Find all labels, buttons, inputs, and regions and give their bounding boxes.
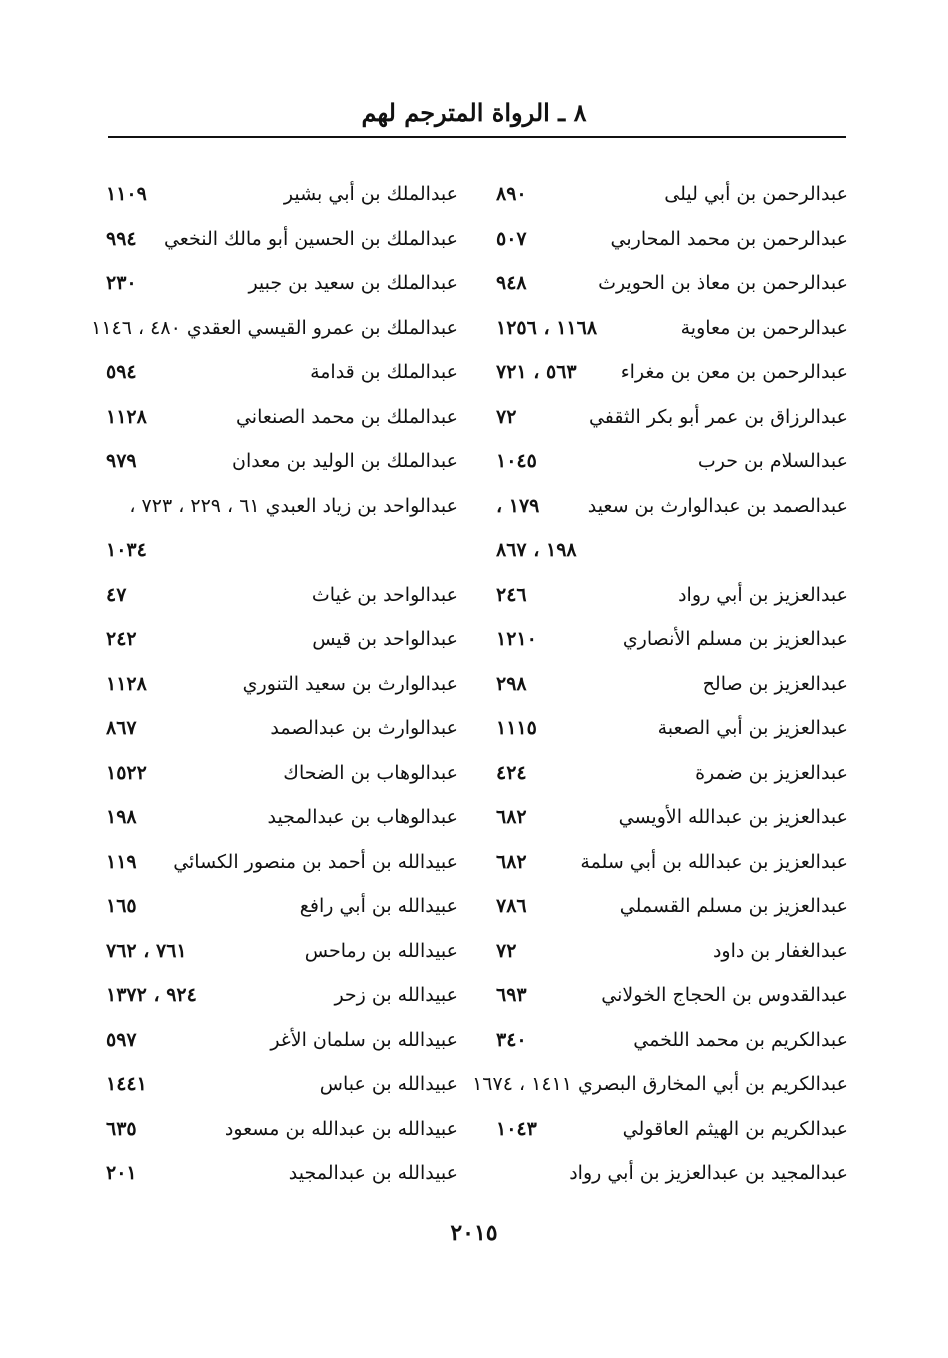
index-entry [496, 528, 848, 573]
narrator-name: عبدالملك بن سعيد بن جبير [248, 272, 458, 294]
index-entry [496, 884, 848, 929]
page-refs: ٧٢ [496, 405, 517, 428]
page-refs: ١١٢٨ [106, 672, 147, 695]
page-refs: ٩٢٤ ، ١٣٧٢ [106, 984, 197, 1006]
index-entry [496, 172, 848, 217]
page-refs: ١١٦٨ ، ١٢٥٦ [496, 316, 598, 339]
index-entry [106, 350, 458, 395]
narrator-name: عبدالمجيد بن عبدالعزيز بن أبي رواد [569, 1162, 848, 1184]
page-refs: ١٠٤٥ [496, 450, 537, 472]
page-refs: ٤٧ [106, 583, 127, 606]
index-entry [496, 973, 848, 1018]
narrator-name: عبدالعزيز بن ضمرة [695, 761, 848, 784]
index-entry [496, 662, 848, 707]
index-entry [91, 306, 458, 351]
index-entry [496, 439, 848, 484]
page-refs: ١٩٨ [106, 806, 137, 828]
narrator-name: عبدالرحمن بن معن بن مغراء [620, 361, 848, 383]
page-refs: ٩٤٨ [496, 272, 527, 294]
page-refs: ١٧٩ ، [496, 494, 540, 517]
index-entry [106, 751, 458, 796]
page-refs: ٢٠١ [106, 1162, 137, 1184]
narrator-name: عبدالعزيز بن عبدالله بن أبي سلمة [580, 850, 848, 873]
narrator-name: عبدالعزيز بن صالح [702, 672, 848, 695]
narrator-name: عبيدالله بن رماحس [304, 939, 458, 962]
page-refs: ١٠٤٣ [496, 1117, 537, 1140]
index-entry [106, 840, 458, 885]
index-entry [106, 1107, 458, 1152]
index-entry [472, 1062, 848, 1107]
narrator-name: عبيدالله بن أحمد بن منصور الكسائي [173, 850, 458, 873]
index-entry [496, 350, 848, 395]
page-refs: ١٤٤١ [106, 1073, 147, 1095]
narrator-name: عبدالملك بن محمد الصنعاني [235, 405, 458, 428]
page-refs: ٧٦١ ، ٧٦٢ [106, 939, 187, 962]
page-refs: ١١١٥ [496, 717, 537, 739]
index-entry [106, 573, 458, 618]
narrator-name: عبدالرحمن بن محمد المحاربي [610, 227, 848, 250]
page-refs: ٥٠٧ [496, 227, 527, 250]
narrator-name: عبدالكريم بن أبي المخارق البصري ١٤١١ ، ١٦٧٤ [472, 1073, 848, 1095]
index-entry [106, 439, 458, 484]
narrator-name: عبدالعزيز بن عبدالله الأويسي [618, 806, 848, 828]
index-entry [496, 395, 848, 440]
index-entry [496, 706, 848, 751]
narrator-name: عبدالوهاب بن عبدالمجيد [267, 806, 458, 828]
narrator-name: عبدالواحد بن زياد العبدي ٦١ ، ٢٢٩ ، ٧٢٣ ، [129, 494, 458, 517]
page-refs: ٦٨٢ [496, 806, 527, 828]
narrator-name: عبيدالله بن عبدالله بن مسعود [224, 1117, 458, 1140]
narrator-name: عبدالرحمن بن معاوية [680, 316, 848, 339]
narrator-name: عبدالملك بن الوليد بن معدان [232, 450, 458, 472]
page-refs: ٨٦٧ [106, 717, 137, 739]
narrator-name: عبدالكريم بن محمد اللخمي [633, 1028, 848, 1051]
narrator-name: عبدالملك بن قدامة [310, 361, 458, 383]
narrator-name: عبدالعزيز بن أبي الصعبة [657, 717, 848, 739]
page-refs: ١١٩ [106, 850, 137, 873]
narrator-name: عبدالقدوس بن الحجاج الخولاني [601, 984, 848, 1006]
page-refs: ١٠٣٤ [106, 539, 147, 561]
index-entry [496, 1151, 848, 1196]
page-refs: ٤٢٤ [496, 761, 527, 784]
index-entry [496, 306, 848, 351]
narrator-name: عبدالرزاق بن عمر أبو بكر الثقفي [588, 405, 848, 428]
index-entry [496, 217, 848, 262]
index-entry [106, 884, 458, 929]
narrator-name: عبدالملك بن أبي بشير [283, 183, 458, 205]
page-refs: ١٦٥ [106, 895, 137, 917]
page-refs: ١١٢٨ [106, 405, 147, 428]
narrator-name: عبدالسلام بن حرب [697, 450, 848, 472]
index-entry [496, 261, 848, 306]
page-refs: ١٥٢٢ [106, 761, 147, 784]
narrator-name: عبدالرحمن بن أبي ليلى [664, 183, 848, 205]
narrator-name: عبدالغفار بن داود [712, 939, 848, 962]
narrator-name: عبدالملك بن الحسين أبو مالك النخعي [163, 227, 458, 250]
index-entry [496, 617, 848, 662]
index-entry [106, 395, 458, 440]
index-entry [106, 617, 458, 662]
index-entry [106, 484, 458, 529]
index-entry [496, 929, 848, 974]
page-title: ٨ ـ الرواة المترجم لهم [361, 98, 587, 127]
index-entry [496, 573, 848, 618]
page-refs: ٢٩٨ [496, 672, 527, 695]
narrator-name: عبيدالله بن زحر [334, 984, 458, 1006]
narrator-name: عبيدالله بن سلمان الأغر [270, 1028, 458, 1051]
narrator-name: عبدالوارث بن سعيد التنوري [242, 672, 458, 695]
index-entry [106, 261, 458, 306]
page-refs: ٥٦٣ ، ٧٢١ [496, 361, 577, 383]
header-divider [108, 136, 846, 138]
page-refs: ٦٩٣ [496, 984, 527, 1006]
page-refs: ٢٤٦ [496, 583, 527, 606]
index-entry [106, 1018, 458, 1063]
narrator-name: عبدالرحمن بن معاذ بن الحويرث [598, 272, 848, 294]
narrator-name: عبدالصمد بن عبدالوارث بن سعيد [587, 494, 848, 517]
narrator-name: عبيدالله بن عبدالمجيد [288, 1162, 458, 1184]
index-entry [496, 840, 848, 885]
narrator-name: عبيدالله بن عباس [319, 1073, 458, 1095]
page-refs: ٢٤٢ [106, 628, 137, 650]
page-refs: ٨٩٠ [496, 183, 527, 205]
page-refs: ٩٩٤ [106, 227, 137, 250]
index-entry [106, 528, 458, 573]
page-refs: ٥٩٤ [106, 361, 137, 383]
index-entry [106, 662, 458, 707]
narrator-name: عبدالملك بن عمرو القيسي العقدي ٤٨٠ ، ١١٤٦ [91, 316, 458, 339]
narrator-name: عبدالوارث بن عبدالصمد [270, 717, 458, 739]
narrator-name: عبدالعزيز بن مسلم القسملي [619, 895, 848, 917]
index-entry [106, 217, 458, 262]
narrator-name: عبدالعزيز بن مسلم الأنصاري [622, 628, 848, 650]
index-entry [496, 1107, 848, 1152]
page-refs: ٣٤٠ [496, 1028, 527, 1051]
index-entry [106, 1062, 458, 1107]
narrator-name: عبدالواحد بن غياث [311, 583, 458, 606]
index-entry [496, 1018, 848, 1063]
page-number: ٢٠١٥ [450, 1220, 498, 1246]
narrator-name: عبدالكريم بن الهيثم العاقولي [622, 1117, 848, 1140]
left-column [91, 172, 458, 1192]
index-entry [106, 1151, 458, 1196]
index-entry [106, 795, 458, 840]
index-entry [106, 706, 458, 751]
narrator-name: عبدالعزيز بن أبي رواد [678, 583, 848, 606]
right-column [472, 172, 848, 1192]
page-refs: ٥٩٧ [106, 1028, 137, 1051]
page-refs: ٦٣٥ [106, 1117, 137, 1140]
page-refs: ١٩٨ ، ٨٦٧ [496, 539, 577, 561]
page-refs: ٢٣٠ [106, 272, 137, 294]
page-refs: ١٢١٠ [496, 628, 537, 650]
index-entry [106, 929, 458, 974]
index-entry [496, 751, 848, 796]
narrator-name: عبدالواحد بن قيس [312, 628, 458, 650]
index-entry [496, 484, 848, 529]
page-refs: ٧٢ [496, 939, 517, 962]
index-entry [106, 172, 458, 217]
index-entry [496, 795, 848, 840]
narrator-name: عبدالوهاب بن الضحاك [283, 761, 458, 784]
page-refs: ٩٧٩ [106, 450, 137, 472]
page-refs: ٦٨٢ [496, 850, 527, 873]
page-refs: ٧٨٦ [496, 895, 527, 917]
index-entry [106, 973, 458, 1018]
page-refs: ١١٠٩ [106, 183, 147, 205]
narrator-name: عبيدالله بن أبي رافع [299, 895, 458, 917]
